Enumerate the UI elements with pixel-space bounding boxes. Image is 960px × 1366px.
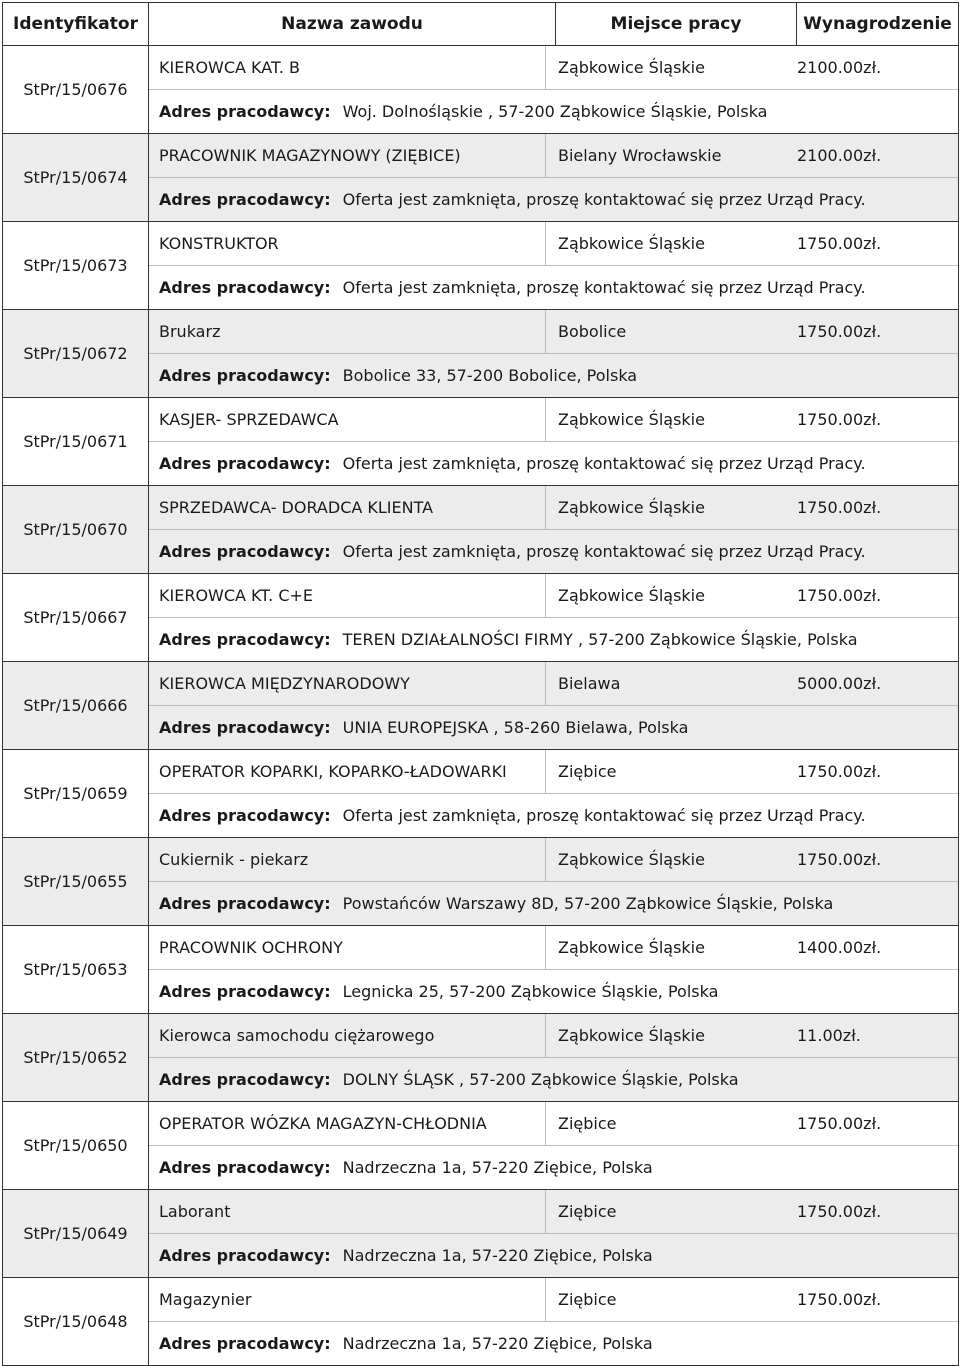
job-offers-table — [2, 2, 959, 1366]
offer-address-line — [149, 266, 958, 309]
header-place: Miejsce pracy — [555, 3, 796, 45]
offer-id: StPr/15/0666 — [3, 662, 149, 750]
job-title: Brukarz — [159, 322, 221, 341]
address-value: Nadrzeczna 1a, 57-220 Ziębice, Polska — [342, 1334, 653, 1353]
salary: 1400.00zł. — [797, 938, 882, 957]
address-value: Bobolice 33, 57-200 Bobolice, Polska — [342, 366, 638, 385]
offer-details — [149, 310, 959, 398]
offer-id: StPr/15/0653 — [3, 926, 149, 1014]
address-label: Adres pracodawcy: — [159, 542, 331, 561]
work-place: Bielawa — [545, 662, 793, 705]
offer-id: StPr/15/0650 — [3, 1102, 149, 1190]
job-title: KIEROWCA KAT. B — [159, 58, 300, 77]
offer-address-line — [149, 1322, 958, 1365]
table-row — [3, 662, 959, 750]
offer-main-line — [149, 750, 958, 794]
table-row — [3, 486, 959, 574]
address-value: Oferta jest zamknięta, proszę kontaktować się przez Urząd Pracy. — [342, 806, 866, 825]
work-place: Ząbkowice Śląskie — [545, 46, 793, 89]
address-label: Adres pracodawcy: — [159, 630, 331, 649]
offer-main-line — [149, 134, 958, 178]
offer-main-line — [149, 662, 958, 706]
work-place: Ząbkowice Śląskie — [545, 926, 793, 969]
offer-main-line — [149, 310, 958, 354]
work-place: Bobolice — [545, 310, 793, 353]
address-label: Adres pracodawcy: — [159, 102, 331, 121]
job-title: Cukiernik - piekarz — [159, 850, 309, 869]
address-value: UNIA EUROPEJSKA , 58-260 Bielawa, Polska — [342, 718, 689, 737]
address-value: TEREN DZIAŁALNOŚCI FIRMY , 57-200 Ząbkowice Śląskie, Polska — [342, 630, 858, 649]
salary: 1750.00zł. — [797, 498, 882, 517]
offer-main-line — [149, 1278, 958, 1322]
table-row — [3, 574, 959, 662]
address-value: Oferta jest zamknięta, proszę kontaktować się przez Urząd Pracy. — [342, 190, 866, 209]
offer-address-line — [149, 706, 958, 749]
offer-details — [149, 574, 959, 662]
salary: 1750.00zł. — [797, 762, 882, 781]
offer-address-line — [149, 882, 958, 925]
job-title: KONSTRUKTOR — [159, 234, 279, 253]
address-label: Adres pracodawcy: — [159, 718, 331, 737]
address-value: Oferta jest zamknięta, proszę kontaktować się przez Urząd Pracy. — [342, 542, 866, 561]
address-value: Legnicka 25, 57-200 Ząbkowice Śląskie, Polska — [342, 982, 719, 1001]
offer-id: StPr/15/0667 — [3, 574, 149, 662]
job-title: Laborant — [159, 1202, 231, 1221]
table-row — [3, 1190, 959, 1278]
table-row — [3, 750, 959, 838]
offer-address-line — [149, 794, 958, 837]
table-row — [3, 1278, 959, 1366]
offer-main-line — [149, 1014, 958, 1058]
header-id: Identyfikator — [3, 3, 149, 46]
work-place: Ziębice — [545, 750, 793, 793]
job-title: Magazynier — [159, 1290, 252, 1309]
offer-id: StPr/15/0649 — [3, 1190, 149, 1278]
work-place: Ząbkowice Śląskie — [545, 486, 793, 529]
salary: 1750.00zł. — [797, 850, 882, 869]
table-row — [3, 222, 959, 310]
offer-main-line — [149, 574, 958, 618]
offer-details — [149, 1190, 959, 1278]
work-place: Ziębice — [545, 1190, 793, 1233]
job-title: SPRZEDAWCA- DORADCA KLIENTA — [159, 498, 434, 517]
header-name: Nazwa zawodu — [281, 14, 423, 34]
work-place: Ząbkowice Śląskie — [545, 222, 793, 265]
offer-id: StPr/15/0671 — [3, 398, 149, 486]
salary: 1750.00zł. — [797, 586, 882, 605]
address-value: Nadrzeczna 1a, 57-220 Ziębice, Polska — [342, 1158, 653, 1177]
offer-details — [149, 398, 959, 486]
offer-main-line — [149, 486, 958, 530]
offer-details — [149, 1102, 959, 1190]
table-row — [3, 310, 959, 398]
offer-id: StPr/15/0672 — [3, 310, 149, 398]
address-label: Adres pracodawcy: — [159, 982, 331, 1001]
address-label: Adres pracodawcy: — [159, 1334, 331, 1353]
address-label: Adres pracodawcy: — [159, 366, 331, 385]
job-title: KASJER- SPRZEDAWCA — [159, 410, 339, 429]
table-row — [3, 46, 959, 134]
offer-id: StPr/15/0676 — [3, 46, 149, 134]
offer-id: StPr/15/0670 — [3, 486, 149, 574]
work-place: Bielany Wrocławskie — [545, 134, 793, 177]
address-value: Oferta jest zamknięta, proszę kontaktować się przez Urząd Pracy. — [342, 454, 866, 473]
job-title: PRACOWNIK MAGAZYNOWY (ZIĘBICE) — [159, 146, 461, 165]
offer-main-line — [149, 926, 958, 970]
table-row — [3, 1014, 959, 1102]
offer-details — [149, 662, 959, 750]
offer-address-line — [149, 530, 958, 573]
address-label: Adres pracodawcy: — [159, 1246, 331, 1265]
job-title: PRACOWNIK OCHRONY — [159, 938, 343, 957]
job-title: Kierowca samochodu ciężarowego — [159, 1026, 435, 1045]
salary: 2100.00zł. — [797, 146, 882, 165]
salary: 1750.00zł. — [797, 1290, 882, 1309]
table-row — [3, 838, 959, 926]
salary: 1750.00zł. — [797, 1114, 882, 1133]
offer-details — [149, 1278, 959, 1366]
address-label: Adres pracodawcy: — [159, 894, 331, 913]
offer-main-line — [149, 1190, 958, 1234]
offer-main-line — [149, 398, 958, 442]
address-label: Adres pracodawcy: — [159, 1070, 331, 1089]
offer-details — [149, 134, 959, 222]
work-place: Ząbkowice Śląskie — [545, 574, 793, 617]
offer-id: StPr/15/0659 — [3, 750, 149, 838]
table-row — [3, 398, 959, 486]
offer-id: StPr/15/0652 — [3, 1014, 149, 1102]
offer-id: StPr/15/0673 — [3, 222, 149, 310]
offer-address-line — [149, 354, 958, 397]
work-place: Ząbkowice Śląskie — [545, 1014, 793, 1057]
offer-details — [149, 926, 959, 1014]
address-label: Adres pracodawcy: — [159, 454, 331, 473]
offer-address-line — [149, 442, 958, 485]
table-row — [3, 926, 959, 1014]
job-title: OPERATOR WÓZKA MAGAZYN-CHŁODNIA — [159, 1114, 487, 1133]
offer-main-line — [149, 838, 958, 882]
offer-main-line — [149, 222, 958, 266]
address-label: Adres pracodawcy: — [159, 278, 331, 297]
job-title: OPERATOR KOPARKI, KOPARKO-ŁADOWARKI — [159, 762, 507, 781]
salary: 2100.00zł. — [797, 58, 882, 77]
offer-id: StPr/15/0674 — [3, 134, 149, 222]
offer-details — [149, 486, 959, 574]
offer-address-line — [149, 90, 958, 133]
offer-address-line — [149, 970, 958, 1013]
address-label: Adres pracodawcy: — [159, 190, 331, 209]
table-header-row — [3, 3, 959, 46]
job-offers-document — [2, 2, 958, 1366]
address-value: Woj. Dolnośląskie , 57-200 Ząbkowice Śląskie, Polska — [342, 102, 768, 121]
salary: 1750.00zł. — [797, 410, 882, 429]
address-value: DOLNY ŚLĄSK , 57-200 Ząbkowice Śląskie, Polska — [342, 1070, 739, 1089]
offer-details — [149, 222, 959, 310]
address-label: Adres pracodawcy: — [159, 1158, 331, 1177]
offer-details — [149, 750, 959, 838]
salary: 5000.00zł. — [797, 674, 882, 693]
offer-address-line — [149, 1146, 958, 1189]
offer-main-line — [149, 46, 958, 90]
address-value: Powstańców Warszawy 8D, 57-200 Ząbkowice Śląskie, Polska — [342, 894, 834, 913]
work-place: Ząbkowice Śląskie — [545, 398, 793, 441]
address-value: Oferta jest zamknięta, proszę kontaktować się przez Urząd Pracy. — [342, 278, 866, 297]
offer-address-line — [149, 1234, 958, 1277]
salary: 11.00zł. — [797, 1026, 861, 1045]
offer-id: StPr/15/0648 — [3, 1278, 149, 1366]
address-label: Adres pracodawcy: — [159, 806, 331, 825]
job-title: KIEROWCA MIĘDZYNARODOWY — [159, 674, 410, 693]
job-title: KIEROWCA KT. C+E — [159, 586, 314, 605]
offer-main-line — [149, 1102, 958, 1146]
offer-details — [149, 1014, 959, 1102]
header-group — [149, 3, 959, 46]
offer-id: StPr/15/0655 — [3, 838, 149, 926]
work-place: Ziębice — [545, 1278, 793, 1321]
table-row — [3, 1102, 959, 1190]
header-salary: Wynagrodzenie — [796, 3, 958, 45]
salary: 1750.00zł. — [797, 322, 882, 341]
offer-address-line — [149, 1058, 958, 1101]
offer-address-line — [149, 178, 958, 221]
salary: 1750.00zł. — [797, 234, 882, 253]
salary: 1750.00zł. — [797, 1202, 882, 1221]
work-place: Ziębice — [545, 1102, 793, 1145]
offer-address-line — [149, 618, 958, 661]
work-place: Ząbkowice Śląskie — [545, 838, 793, 881]
offer-details — [149, 838, 959, 926]
table-row — [3, 134, 959, 222]
offer-details — [149, 46, 959, 134]
address-value: Nadrzeczna 1a, 57-220 Ziębice, Polska — [342, 1246, 653, 1265]
